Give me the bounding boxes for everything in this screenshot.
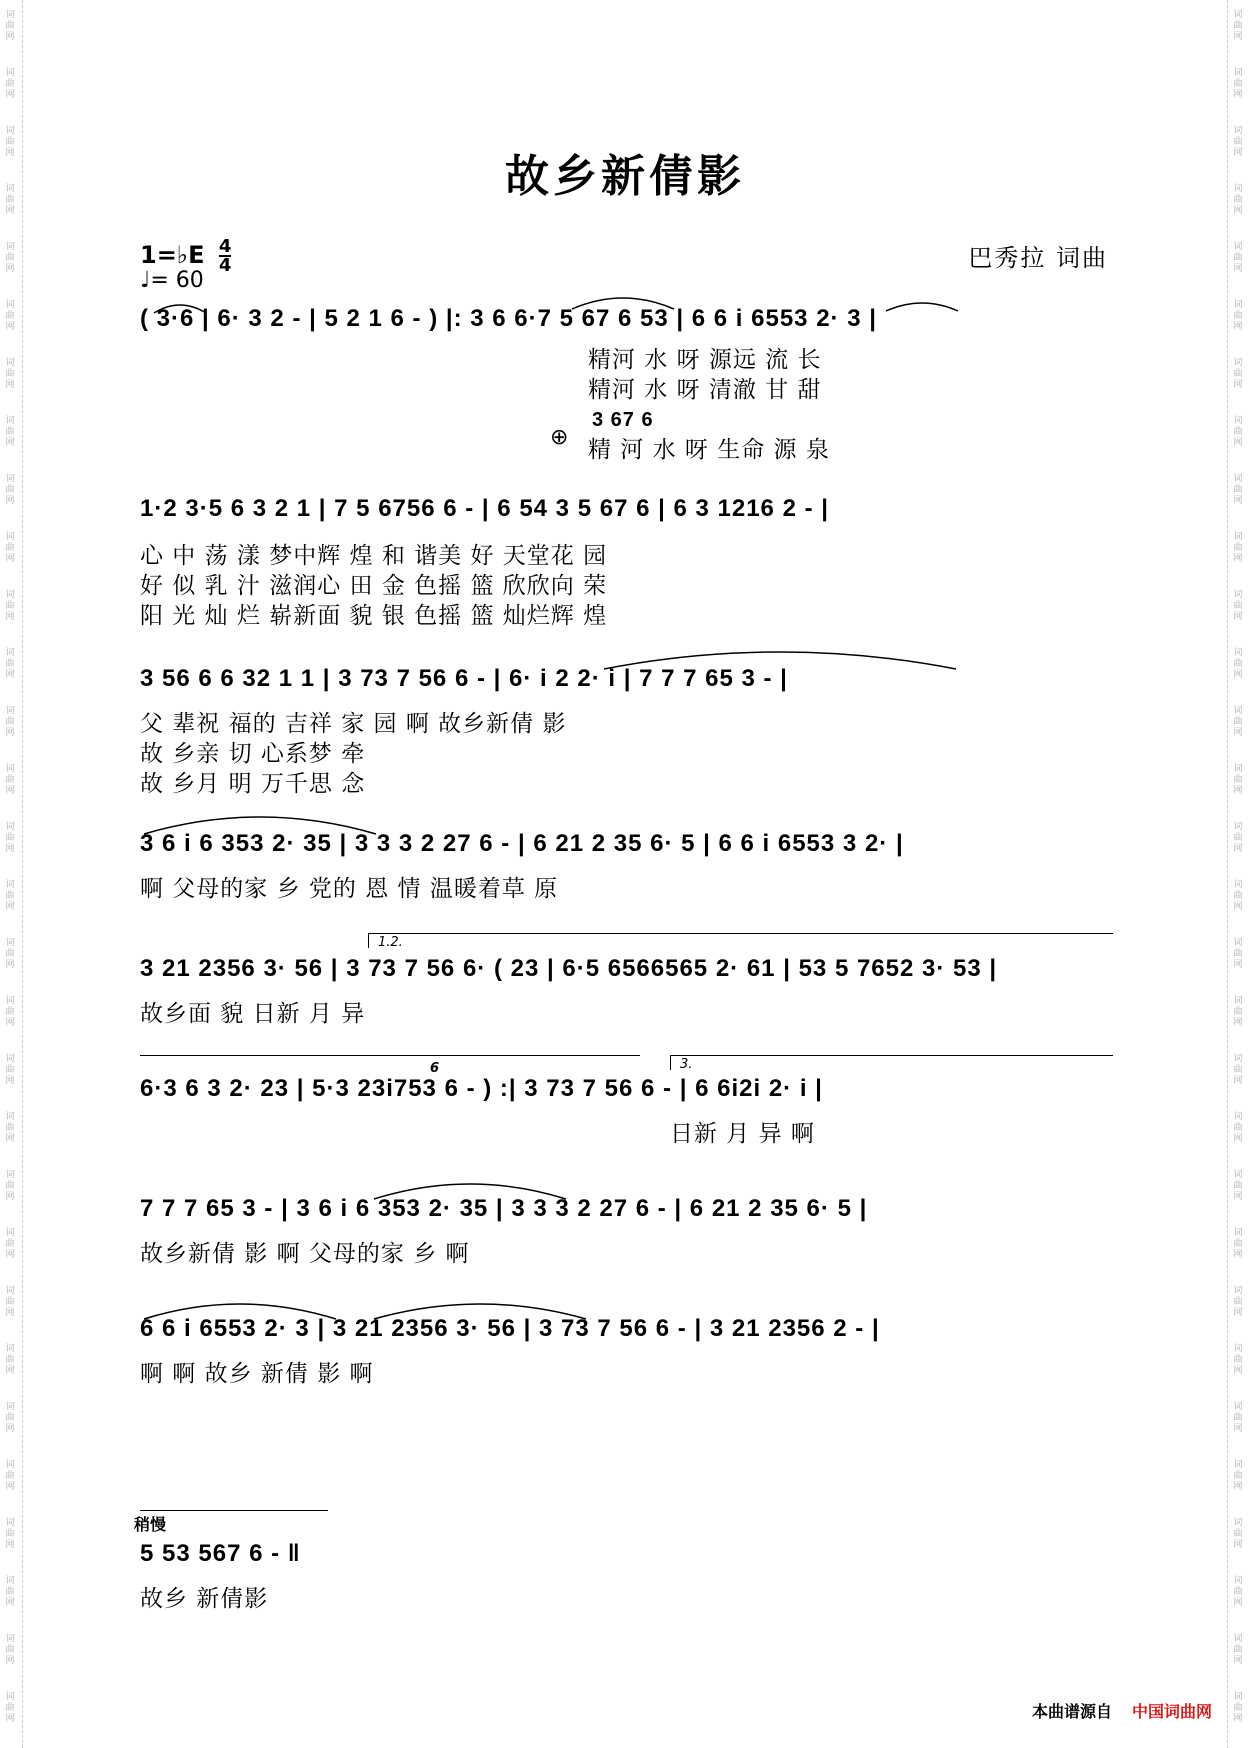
source-footer [1032, 1699, 1212, 1722]
watermark-char: 曲 [5, 369, 15, 379]
watermark-char: 词 [1233, 706, 1243, 716]
watermark-char: 词 [1233, 1576, 1243, 1586]
watermark-char: 词 [5, 532, 15, 542]
lyric-verse-2: 精河 水 呀 清澈 甘 甜 [588, 377, 822, 403]
watermark-char: 词 [1233, 1344, 1243, 1354]
tempo-bracket [140, 1510, 328, 1525]
watermark-char: 词 [1233, 1692, 1243, 1702]
watermark-char: 词 [1233, 938, 1243, 948]
watermark-char: 词 [1233, 1170, 1243, 1180]
watermark-char: 网 [5, 1250, 15, 1260]
watermark-char: 词 [5, 996, 15, 1006]
watermark-char: 曲 [1233, 1123, 1243, 1133]
watermark-char: 网 [1233, 1656, 1243, 1666]
watermark-char: 曲 [5, 311, 15, 321]
watermark-char: 曲 [5, 1529, 15, 1539]
notation-line: ( 3·6 | 6· 3 2 - | 5 2 1 6 - ) |: 3 6 6·7 5 67 6 53 | 6 6 i 6553 2· 3 | [140, 305, 877, 332]
score-row-1 [140, 305, 1112, 485]
watermark-char: 词 [1233, 1112, 1243, 1122]
slur [882, 295, 962, 315]
watermark-char: 曲 [1233, 195, 1243, 205]
notation-line: 6·3 6 3 2· 23 | 5·3 23i753 6 - ) :| 3 73 7 56 6 - | 6 6i2i 2· i | [140, 1075, 823, 1102]
watermark-char: 词 [5, 1112, 15, 1122]
watermark-char: 词 [1233, 880, 1243, 890]
watermark-char: 网 [1233, 1540, 1243, 1550]
watermark-char: 词 [5, 764, 15, 774]
watermark-char: 曲 [1233, 1645, 1243, 1655]
watermark-char: 词 [5, 880, 15, 890]
song-title: 故乡新倩影 [505, 151, 745, 202]
watermark-char: 网 [1233, 32, 1243, 42]
watermark-char: 词 [5, 474, 15, 484]
watermark-char: 网 [5, 438, 15, 448]
score-row-6 [140, 1057, 1112, 1155]
watermark-char: 词 [5, 1692, 15, 1702]
watermark-char: 曲 [5, 1297, 15, 1307]
watermark-char: 网 [5, 902, 15, 912]
watermark-char: 曲 [5, 253, 15, 263]
notation-line: 3 21 2356 3· 56 | 3 73 7 56 6· ( 23 | 6·5 6566565 2· 61 | 53 5 7652 3· 53 | [140, 955, 998, 982]
right-watermark-strip [1227, 0, 1250, 1748]
watermark-char: 曲 [1233, 311, 1243, 321]
watermark-char: 网 [5, 728, 15, 738]
lyric-verse-2: 好 似 乳 汁 滋润心 田 金 色摇 篮 欣欣向 荣 [140, 573, 608, 599]
watermark-char: 曲 [1233, 1587, 1243, 1597]
watermark-char: 网 [1233, 1192, 1243, 1202]
watermark-char: 词 [5, 1634, 15, 1644]
watermark-char: 词 [5, 300, 15, 310]
watermark-char: 词 [5, 358, 15, 368]
watermark-char: 曲 [5, 833, 15, 843]
watermark-char: 曲 [5, 601, 15, 611]
watermark-char: 网 [5, 1656, 15, 1666]
watermark-char: 词 [1233, 358, 1243, 368]
watermark-char: 网 [5, 1482, 15, 1492]
watermark-char: 曲 [1233, 253, 1243, 263]
watermark-char: 曲 [1233, 1355, 1243, 1365]
watermark-char: 词 [5, 1518, 15, 1528]
watermark-char: 词 [5, 126, 15, 136]
watermark-char: 曲 [1233, 601, 1243, 611]
watermark-char: 网 [1233, 960, 1243, 970]
watermark-char: 网 [1233, 206, 1243, 216]
watermark-char: 词 [5, 68, 15, 78]
watermark-char: 曲 [5, 1471, 15, 1481]
watermark-char: 词 [1233, 1402, 1243, 1412]
watermark-char: 网 [5, 1308, 15, 1318]
watermark-char: 网 [5, 1598, 15, 1608]
watermark-char: 词 [5, 938, 15, 948]
lyric-line: 故乡面 貌 日新 月 异 [140, 1001, 366, 1027]
watermark-char: 曲 [1233, 717, 1243, 727]
footer-text: 本曲谱源自 [1031, 1702, 1112, 1721]
watermark-char: 词 [1233, 68, 1243, 78]
watermark-char: 网 [1233, 322, 1243, 332]
watermark-char: 网 [1233, 612, 1243, 622]
watermark-char: 词 [1233, 1286, 1243, 1296]
watermark-char: 词 [5, 1054, 15, 1064]
key-text: 1=♭E [140, 241, 205, 269]
watermark-char: 曲 [1233, 1181, 1243, 1191]
watermark-char: 曲 [5, 543, 15, 553]
volta-bracket [670, 1055, 1113, 1070]
notation-line: 3 56 6 6 32 1 1 | 3 73 7 56 6 - | 6· i 2 2· i | 7 7 7 65 3 - | [140, 665, 788, 692]
notation-line: 5 53 567 6 - ‖ [140, 1540, 301, 1567]
watermark-char: 曲 [5, 1587, 15, 1597]
watermark-char: 词 [1233, 1460, 1243, 1470]
lyric-line: 啊 父母的家 乡 党的 恩 情 温暖着草 原 [140, 876, 559, 902]
score-row-5 [140, 935, 1112, 1035]
author-credit: 巴秀拉 词曲 [968, 244, 1108, 272]
tuplet-label: 6 [430, 1061, 440, 1076]
watermark-char: 网 [5, 1366, 15, 1376]
watermark-char: 网 [5, 148, 15, 158]
watermark-char: 曲 [5, 1703, 15, 1713]
watermark-char: 网 [1233, 786, 1243, 796]
watermark-char: 词 [1233, 1054, 1243, 1064]
watermark-char: 网 [1233, 264, 1243, 274]
watermark-char: 曲 [1233, 659, 1243, 669]
notation-line: 1·2 3·5 6 3 2 1 | 7 5 6756 6 - | 6 54 3 5 67 6 | 6 3 1216 2 - | [140, 495, 829, 522]
watermark-char: 网 [5, 844, 15, 854]
watermark-char: 网 [1233, 1714, 1243, 1724]
time-signature [219, 238, 232, 274]
watermark-char: 曲 [5, 79, 15, 89]
watermark-char: 网 [5, 1540, 15, 1550]
watermark-char: 网 [5, 1714, 15, 1724]
watermark-char: 曲 [1233, 1703, 1243, 1713]
watermark-char: 网 [5, 670, 15, 680]
left-watermark-strip [0, 0, 23, 1748]
volta-bracket [368, 933, 1113, 948]
watermark-char: 网 [5, 206, 15, 216]
watermark-char: 网 [1233, 728, 1243, 738]
lyric-line: 故乡 新倩影 [140, 1586, 269, 1612]
watermark-char: 词 [1233, 648, 1243, 658]
slow-mark: 稍慢 [134, 1515, 167, 1534]
watermark-char: 网 [5, 786, 15, 796]
watermark-char: 网 [1233, 148, 1243, 158]
score-row-7 [140, 1195, 1112, 1275]
watermark-char: 网 [5, 264, 15, 274]
watermark-char: 曲 [1233, 949, 1243, 959]
watermark-char: 曲 [5, 717, 15, 727]
watermark-char: 曲 [5, 1065, 15, 1075]
volta-bracket-continuation [140, 1055, 640, 1070]
watermark-char: 曲 [5, 775, 15, 785]
watermark-char: 词 [5, 1344, 15, 1354]
watermark-char: 词 [5, 1170, 15, 1180]
watermark-char: 词 [1233, 532, 1243, 542]
tempo-mark: ♩= 60 [140, 268, 204, 293]
watermark-char: 词 [5, 1228, 15, 1238]
watermark-char: 词 [5, 184, 15, 194]
watermark-char: 曲 [5, 1239, 15, 1249]
watermark-char: 网 [5, 1076, 15, 1086]
watermark-char: 曲 [1233, 79, 1243, 89]
watermark-char: 网 [5, 322, 15, 332]
watermark-char: 词 [1233, 764, 1243, 774]
watermark-char: 网 [5, 554, 15, 564]
lyric-verse-3: 阳 光 灿 烂 崭新面 貌 银 色摇 篮 灿烂辉 煌 [140, 603, 608, 629]
volta-label: 1.2. [378, 935, 403, 950]
watermark-char: 网 [1233, 1250, 1243, 1260]
watermark-char: 词 [5, 822, 15, 832]
watermark-char: 曲 [1233, 1007, 1243, 1017]
watermark-char: 词 [1233, 1228, 1243, 1238]
score-row-8 [140, 1315, 1112, 1395]
watermark-char: 曲 [5, 1645, 15, 1655]
watermark-char: 网 [1233, 1424, 1243, 1434]
watermark-char: 曲 [1233, 775, 1243, 785]
footer-site-link[interactable]: 中国词曲网 [1131, 1702, 1212, 1721]
watermark-char: 曲 [5, 891, 15, 901]
watermark-char: 曲 [1233, 1413, 1243, 1423]
coda-sign-icon: ⊕ [550, 425, 569, 450]
watermark-char: 词 [5, 1286, 15, 1296]
watermark-char: 词 [5, 706, 15, 716]
watermark-char: 词 [1233, 10, 1243, 20]
watermark-char: 网 [5, 496, 15, 506]
time-sig-top: 4 [218, 236, 232, 257]
watermark-char: 词 [1233, 1634, 1243, 1644]
score-row-3 [140, 665, 1112, 805]
watermark-char: 曲 [1233, 543, 1243, 553]
watermark-char: 词 [1233, 300, 1243, 310]
watermark-char: 曲 [1233, 891, 1243, 901]
score-row-2 [140, 495, 1112, 645]
watermark-char: 词 [5, 10, 15, 20]
lyric-verse-1: 心 中 荡 漾 梦中辉 煌 和 谐美 好 天堂花 园 [140, 543, 608, 569]
watermark-char: 词 [5, 1460, 15, 1470]
lyric-line: 日新 月 异 啊 [670, 1121, 815, 1147]
lyric-verse-1: 父 辈祝 福的 吉祥 家 园 啊 故乡新倩 影 [140, 711, 567, 737]
watermark-char: 曲 [1233, 1239, 1243, 1249]
watermark-char: 网 [1233, 1598, 1243, 1608]
watermark-char: 曲 [1233, 369, 1243, 379]
watermark-char: 网 [1233, 496, 1243, 506]
watermark-char: 曲 [1233, 21, 1243, 31]
watermark-char: 网 [1233, 1308, 1243, 1318]
watermark-char: 网 [5, 1424, 15, 1434]
lyric-verse-3: 故 乡月 明 万千思 念 [140, 771, 366, 797]
watermark-char: 词 [5, 648, 15, 658]
watermark-char: 曲 [1233, 1471, 1243, 1481]
watermark-char: 网 [1233, 380, 1243, 390]
watermark-char: 曲 [1233, 427, 1243, 437]
watermark-char: 网 [5, 960, 15, 970]
notation-line: 3 6 i 6 353 2· 35 | 3 3 3 2 27 6 - | 6 21 2 35 6· 5 | 6 6 i 6553 3 2· | [140, 830, 904, 857]
watermark-char: 网 [5, 612, 15, 622]
watermark-char: 网 [5, 1018, 15, 1028]
watermark-char: 网 [1233, 1018, 1243, 1028]
watermark-char: 词 [5, 1402, 15, 1412]
watermark-char: 词 [5, 242, 15, 252]
watermark-char: 词 [1233, 822, 1243, 832]
watermark-char: 曲 [5, 1413, 15, 1423]
watermark-char: 网 [1233, 1366, 1243, 1376]
watermark-char: 词 [1233, 242, 1243, 252]
watermark-char: 曲 [5, 659, 15, 669]
watermark-char: 网 [5, 32, 15, 42]
watermark-char: 网 [1233, 1134, 1243, 1144]
watermark-char: 词 [5, 590, 15, 600]
watermark-char: 曲 [5, 1123, 15, 1133]
watermark-char: 网 [1233, 90, 1243, 100]
watermark-char: 曲 [1233, 1529, 1243, 1539]
score-row-9 [134, 1515, 1112, 1620]
watermark-char: 曲 [5, 21, 15, 31]
watermark-char: 网 [1233, 1482, 1243, 1492]
watermark-char: 网 [5, 90, 15, 100]
score-row-4 [140, 830, 1112, 910]
watermark-char: 词 [1233, 474, 1243, 484]
watermark-char: 曲 [5, 485, 15, 495]
watermark-char: 曲 [1233, 833, 1243, 843]
lyric-verse-2: 故 乡亲 切 心系梦 牵 [140, 741, 366, 767]
volta-label: 3. [680, 1057, 693, 1072]
notation-line: 7 7 7 65 3 - | 3 6 i 6 353 2· 35 | 3 3 3 2 27 6 - | 6 21 2 35 6· 5 | [140, 1195, 868, 1222]
watermark-char: 网 [5, 1134, 15, 1144]
watermark-char: 网 [5, 380, 15, 390]
watermark-char: 网 [1233, 670, 1243, 680]
watermark-char: 网 [1233, 438, 1243, 448]
watermark-char: 词 [1233, 1518, 1243, 1528]
watermark-char: 曲 [1233, 137, 1243, 147]
watermark-char: 词 [1233, 126, 1243, 136]
watermark-char: 网 [1233, 1076, 1243, 1086]
notation-line: 6 6 i 6553 2· 3 | 3 21 2356 3· 56 | 3 73 7 56 6 - | 3 21 2356 2 - | [140, 1315, 880, 1342]
watermark-char: 曲 [5, 427, 15, 437]
time-sig-bottom: 4 [218, 255, 232, 276]
watermark-char: 曲 [5, 1181, 15, 1191]
watermark-char: 词 [1233, 590, 1243, 600]
watermark-char: 网 [1233, 844, 1243, 854]
watermark-char: 曲 [5, 949, 15, 959]
watermark-char: 曲 [1233, 485, 1243, 495]
watermark-char: 词 [1233, 416, 1243, 426]
watermark-char: 曲 [5, 195, 15, 205]
watermark-char: 网 [1233, 902, 1243, 912]
watermark-char: 曲 [1233, 1065, 1243, 1075]
watermark-char: 词 [1233, 184, 1243, 194]
watermark-char: 曲 [5, 137, 15, 147]
watermark-char: 网 [5, 1192, 15, 1202]
lyric-line: 啊 啊 故乡 新倩 影 啊 [140, 1361, 374, 1387]
watermark-char: 曲 [5, 1007, 15, 1017]
lyric-verse-1: 精河 水 呀 源远 流 长 [588, 347, 822, 373]
watermark-char: 网 [1233, 554, 1243, 564]
watermark-char: 词 [1233, 996, 1243, 1006]
watermark-char: 词 [5, 416, 15, 426]
watermark-char: 曲 [5, 1355, 15, 1365]
watermark-char: 词 [5, 1576, 15, 1586]
watermark-char: 曲 [1233, 1297, 1243, 1307]
lyric-line: 故乡新倩 影 啊 父母的家 乡 啊 [140, 1241, 470, 1267]
coda-notation: 3 67 6 [592, 409, 654, 431]
lyric-verse-3: 精 河 水 呀 生命 源 泉 [588, 437, 830, 463]
